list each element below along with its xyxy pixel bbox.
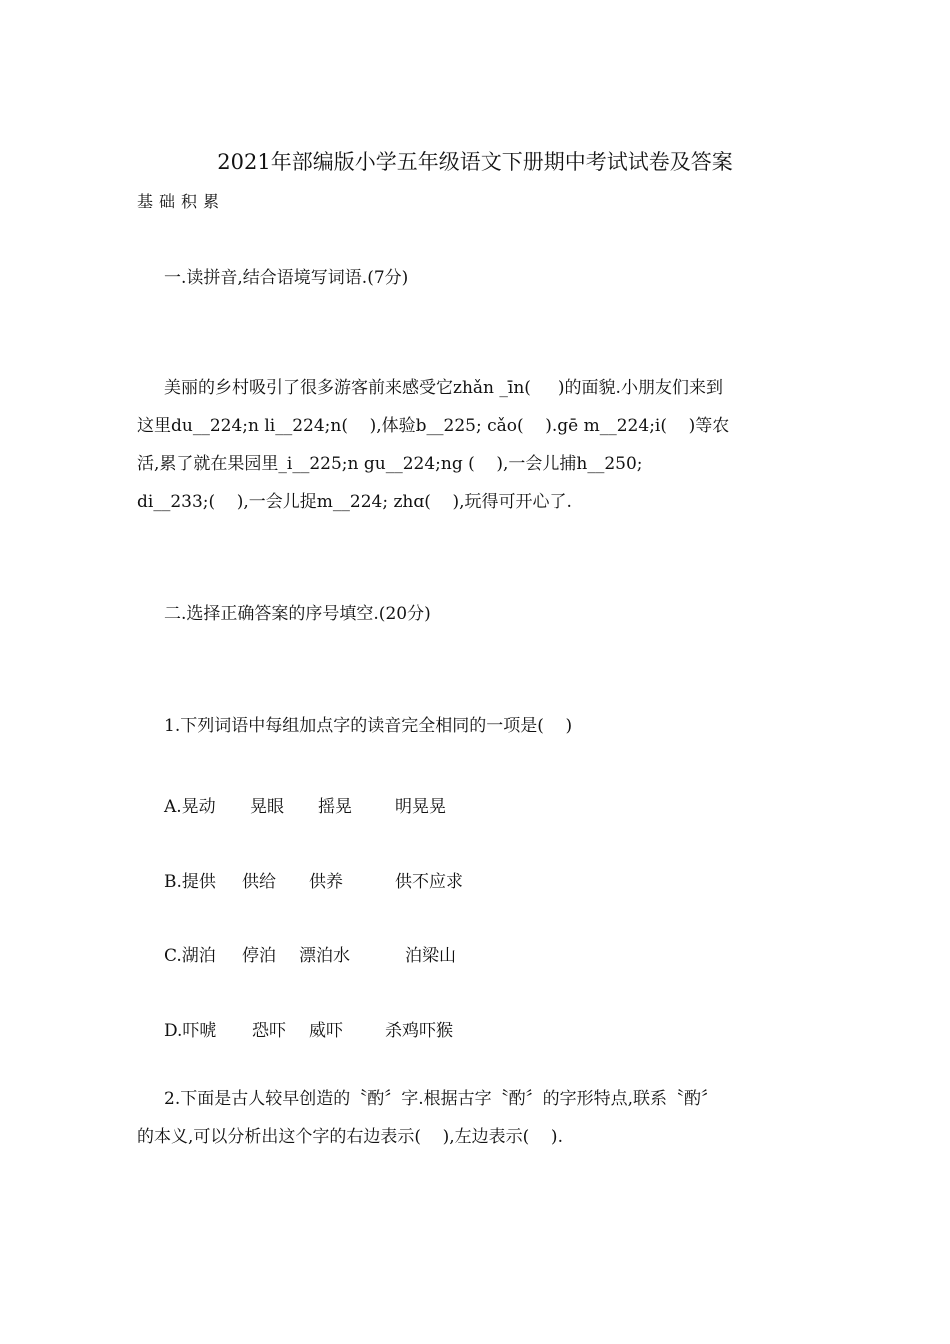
question-1-line-3: 活,累了就在果园里_i__225;n gu__224;ng ( ),一会儿捕h__250; (137, 454, 643, 474)
option-d-word-2: 恐吓 (252, 1021, 286, 1041)
question-1-line-2: 这里du__224;n li__224;n( ),体验b__225; cǎo( ).gē m__224;i( )等农 (137, 416, 730, 436)
question-1-line-1: 美丽的乡村吸引了很多游客前来感受它zhǎn _īn( )的面貌.小朋友们来到 (164, 378, 723, 398)
option-a-word-4: 明晃晃 (395, 797, 446, 817)
option-b-word-2: 供给 (242, 872, 276, 892)
page-title: 2021年部编版小学五年级语文下册期中考试试卷及答案 (217, 150, 733, 174)
option-d-word-3: 威吓 (309, 1021, 343, 1041)
option-b-word-1: B.提供 (164, 872, 216, 892)
question-2-item-2-line-1: 2.下面是古人较早创造的〝酌〞字.根据古字〝酌〞的字形特点,联系〝酌〞 (164, 1089, 719, 1109)
option-c-word-1: C.湖泊 (164, 946, 216, 966)
option-a (164, 792, 446, 817)
option-c (164, 941, 456, 966)
option-b (164, 867, 463, 892)
option-c-word-2: 停泊 (242, 946, 276, 966)
question-1-line-4: di__233;( ),一会儿捉m__224; zhɑ( ),玩得可开心了. (137, 492, 572, 512)
option-a-word-2: 晃眼 (250, 797, 284, 817)
option-c-word-3: 漂泊水 (299, 946, 350, 966)
option-a-word-3: 摇晃 (318, 797, 352, 817)
option-d-word-1: D.吓唬 (164, 1021, 217, 1041)
section-heading: 基础积累 (137, 192, 226, 211)
option-d-word-4: 杀鸡吓猴 (385, 1021, 453, 1041)
question-2-heading: 二.选择正确答案的序号填空.(20分) (164, 604, 431, 624)
question-2-item-2-line-2: 的本义,可以分析出这个字的右边表示( ),左边表示( ). (137, 1127, 563, 1147)
option-b-word-3: 供养 (309, 872, 343, 892)
question-2-item-1-stem: 1.下列词语中每组加点字的读音完全相同的一项是( ) (164, 716, 573, 736)
option-c-word-4: 泊梁山 (405, 946, 456, 966)
option-b-word-4: 供不应求 (395, 872, 463, 892)
option-d (164, 1016, 453, 1041)
question-1-heading: 一.读拼音,结合语境写词语.(7分) (164, 268, 409, 288)
option-a-word-1: A.晃动 (164, 797, 216, 817)
